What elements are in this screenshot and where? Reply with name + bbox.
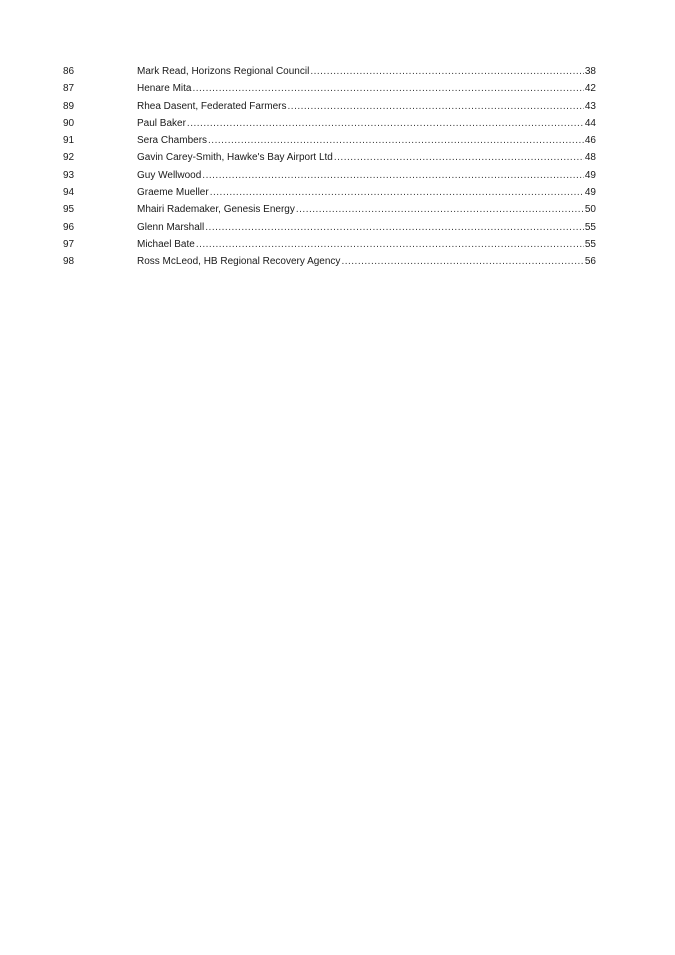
page-number: 55 [584, 238, 596, 250]
toc-entry [137, 98, 596, 115]
submission-number: 89 [63, 100, 75, 112]
submitter-name: Gavin Carey-Smith, Hawke's Bay Airport Ltd [137, 152, 333, 164]
dot-leader [334, 149, 584, 166]
table-of-contents [63, 63, 596, 271]
toc-row[interactable] [63, 98, 596, 115]
submitter-name: Graeme Mueller [137, 187, 209, 199]
dot-leader [202, 167, 584, 184]
page-number: 49 [584, 187, 596, 199]
submitter-name: Glenn Marshall [137, 221, 205, 233]
toc-row[interactable] [63, 80, 596, 97]
page-number: 56 [584, 256, 596, 268]
toc-row[interactable] [63, 167, 596, 184]
page-number: 38 [584, 66, 596, 77]
toc-entry [137, 184, 596, 201]
dot-leader [210, 184, 584, 201]
toc-row[interactable] [63, 132, 596, 149]
toc-entry [137, 115, 596, 132]
submitter-name: Michael Bate [137, 238, 195, 250]
dot-leader [208, 132, 584, 149]
dot-leader [196, 236, 584, 253]
toc-entry [137, 167, 596, 184]
toc-entry [137, 201, 596, 218]
submission-number: 90 [63, 117, 75, 129]
submission-number: 95 [63, 204, 75, 216]
toc-row[interactable] [63, 219, 596, 236]
toc-row[interactable] [63, 236, 596, 253]
submission-number: 94 [63, 187, 75, 199]
submitter-name: Guy Wellwood [137, 169, 202, 181]
toc-entry [137, 219, 596, 236]
dot-leader [192, 80, 583, 97]
toc-row[interactable] [63, 201, 596, 218]
page-number: 42 [584, 83, 596, 95]
toc-entry [137, 132, 596, 149]
submitter-name: Rhea Dasent, Federated Farmers [137, 100, 287, 112]
submitter-name: Sera Chambers [137, 135, 208, 147]
submission-number: 93 [63, 169, 75, 181]
page-number: 49 [584, 169, 596, 181]
dot-leader [296, 201, 584, 218]
page-number: 46 [584, 135, 596, 147]
submitter-name: Mhairi Rademaker, Genesis Energy [137, 204, 295, 216]
submission-number: 86 [63, 66, 75, 77]
toc-entry [137, 149, 596, 166]
dot-leader [205, 219, 584, 236]
toc-row[interactable] [63, 115, 596, 132]
toc-row[interactable] [63, 63, 596, 80]
submitter-name: Henare Mita [137, 83, 192, 95]
page-number: 44 [584, 117, 596, 129]
toc-entry [137, 253, 596, 270]
submission-number: 96 [63, 221, 75, 233]
submitter-name: Mark Read, Horizons Regional Council [137, 66, 310, 77]
submitter-name: Ross McLeod, HB Regional Recovery Agency [137, 256, 341, 268]
submission-number: 98 [63, 256, 75, 268]
toc-entry [137, 80, 596, 97]
dot-leader [341, 253, 583, 270]
page-number: 50 [584, 204, 596, 216]
toc-row[interactable] [63, 253, 596, 270]
page-number: 55 [584, 221, 596, 233]
toc-entry [137, 63, 596, 80]
submission-number: 92 [63, 152, 75, 164]
page-number: 48 [584, 152, 596, 164]
submitter-name: Paul Baker [137, 117, 186, 129]
dot-leader [310, 63, 584, 80]
toc-row[interactable] [63, 149, 596, 166]
dot-leader [187, 115, 584, 132]
dot-leader [288, 98, 584, 115]
submission-number: 87 [63, 83, 75, 95]
toc-entry [137, 236, 596, 253]
page-number: 43 [584, 100, 596, 112]
submission-number: 91 [63, 135, 75, 147]
toc-row[interactable] [63, 184, 596, 201]
submission-number: 97 [63, 238, 75, 250]
